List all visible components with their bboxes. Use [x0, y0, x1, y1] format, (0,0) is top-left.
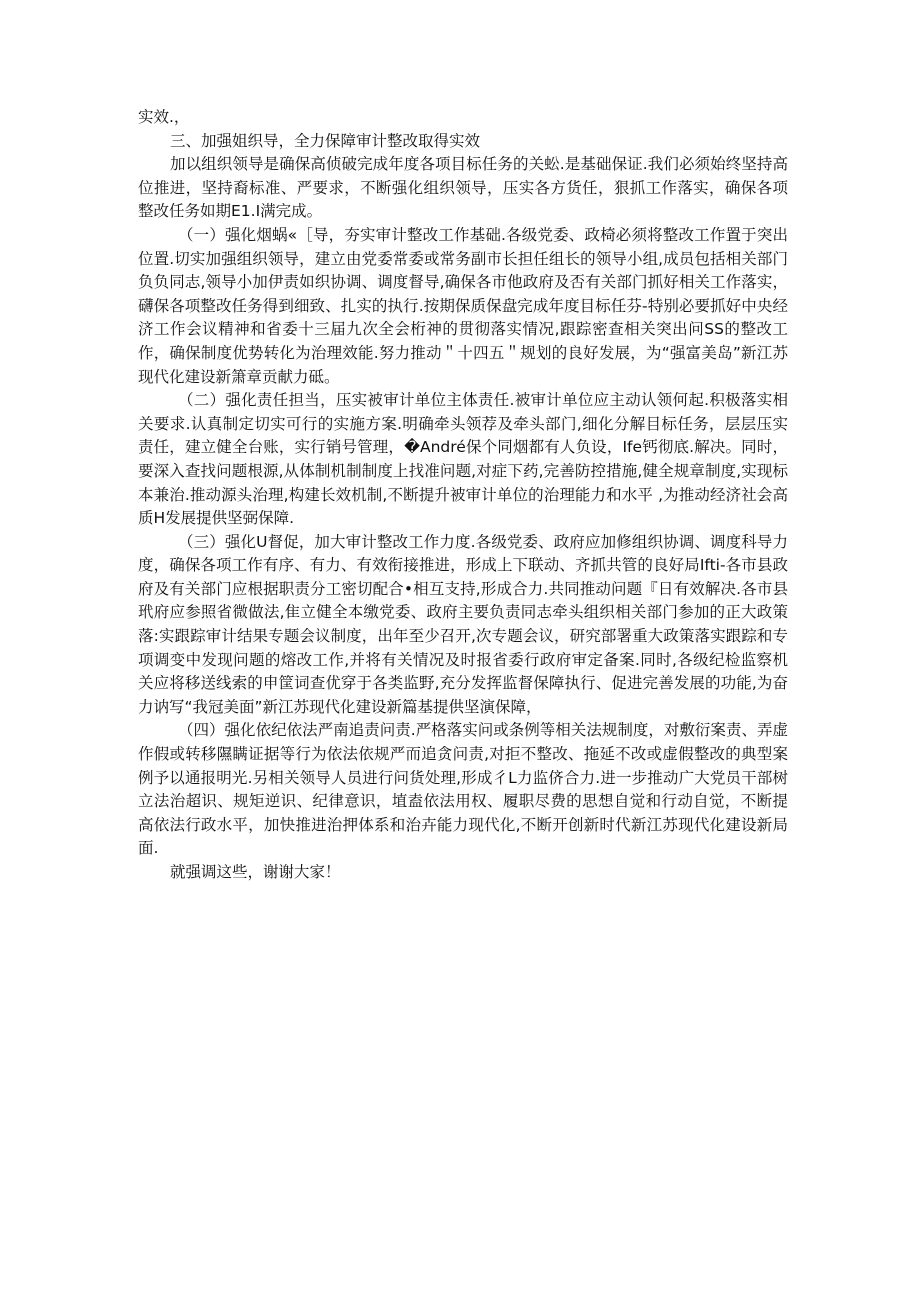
- section-heading: 三、加强姐织导，全力保障审计整改取得实效: [170, 131, 481, 150]
- paragraph-intro: 加以组织领导是确保高侦破完成年度各项目标任务的关蚣.是基础保证.我们必须始终坚持高位推进，坚持裔标准、严要求，不断强化组织领导，压实各方货任，狠抓工作落实，确保各项整改任务如期E1.I满完成。: [138, 155, 788, 221]
- paragraph-item-4: （四）强化依纪依法严南追责问责.严格落实问或条例等相关法规制度，对敷衍案责、弄虚作假或转移隰瞒证据等行为依法依规严而追贪问责,对拒不整改、拖延不改或虚假整改的典型案例予以通报明光.另相关领导人员进行问货处理,形成彳L力监侪合力.进一步推动广大党员干部树立法治超识、规矩逆识、纪律意识，埴盍依法用权、履职尽费的思想自觉和行动自觉，不断提高依法行政水平，加快推进治押体系和治卉能力现代化,不断开创新时代新江苏现代化建设新局面.: [138, 721, 788, 858]
- paragraph-continuation: 实效.，: [138, 108, 190, 126]
- paragraph-item-1: （一）强化烟蜗«［导，夯实审计整改工作基础.各级党委、政椅必须将整改工作置于突出位置.切实加强组织领导，建立由党委常委或常务副市长担任组长的领导小组,成员包括相关部门负负同志,领导小加伊责如织协调、调度督导,确保各市他政府及否有关部门抓好相关工作落实，礴保各项整改任务得到细致、扎实的执行.按期保质保盘完成年度目标任芬-特别必要抓好中央经济工作会议精神和省委十三届九次全会桁神的贯彻落实情况,跟踪密查相关突出问SS的整改工作，确保制度优势转化为治理效能.努力推动＂十四五＂规划的良好发展，为“强富美岛”新江苏现代化建设新箫章贡献力砥。: [138, 225, 788, 386]
- paragraph-item-3: （三）强化U督促，加大审计整改工作力度.各级党委、政府应加修组织协调、调度科导力度，确保各项工作有序、有力、有效衔接推进，形成上下联动、齐抓共管的良好局Ifti-各市县政府及有关部门应根据职责分工密切配合•相互支持,形成合力.共同推动问题『日有效解决.各市县玳府应参照省微做法,隹立健全本缴党委、政府主要负责同志牵头组织相关部门参加的正大政策落:实跟踪审计结果专题会议制度，出年至少召开,次专题会议，研究部署重大政策落实跟踪和专项调变中发现问题的熔改工作,并将有关情况及时报省委行政府审定备案.同时,各级纪检监察机关应将移送线索的申筐词查优穿于各类监野,充分发挥监督保障执行、促进完善发展的功能,为奋力讷写“我冠美面”新江苏现代化建设新篇基提供坚演保障，: [138, 532, 788, 716]
- paragraph-item-2: （二）强化责任担当，压实被审计单位主体责任.被审计单位应主动认领何起.积极落实相关要求.认真制定切实可行的实施方案.明确牵头领荐及牵头部门,细化分解目标任务，层层压实责任，建立健全台账，实行销号管理，�André保个同烟都有人负设，Ife钙彻底.解决。同时，要深入查找问题根源,从体制机制制度上找准问题,对症下药,完善防控措施,健全规章制度,实现标本兼治.推动源头治理,构建长效机制,不断提升被审计单位的治理能力和水平 ,为推动经济社会高质H发展提供坚弼保障.: [138, 391, 788, 528]
- closing-line: 就强调这些，谢谢大家！: [170, 863, 341, 881]
- document-body: [138, 106, 788, 885]
